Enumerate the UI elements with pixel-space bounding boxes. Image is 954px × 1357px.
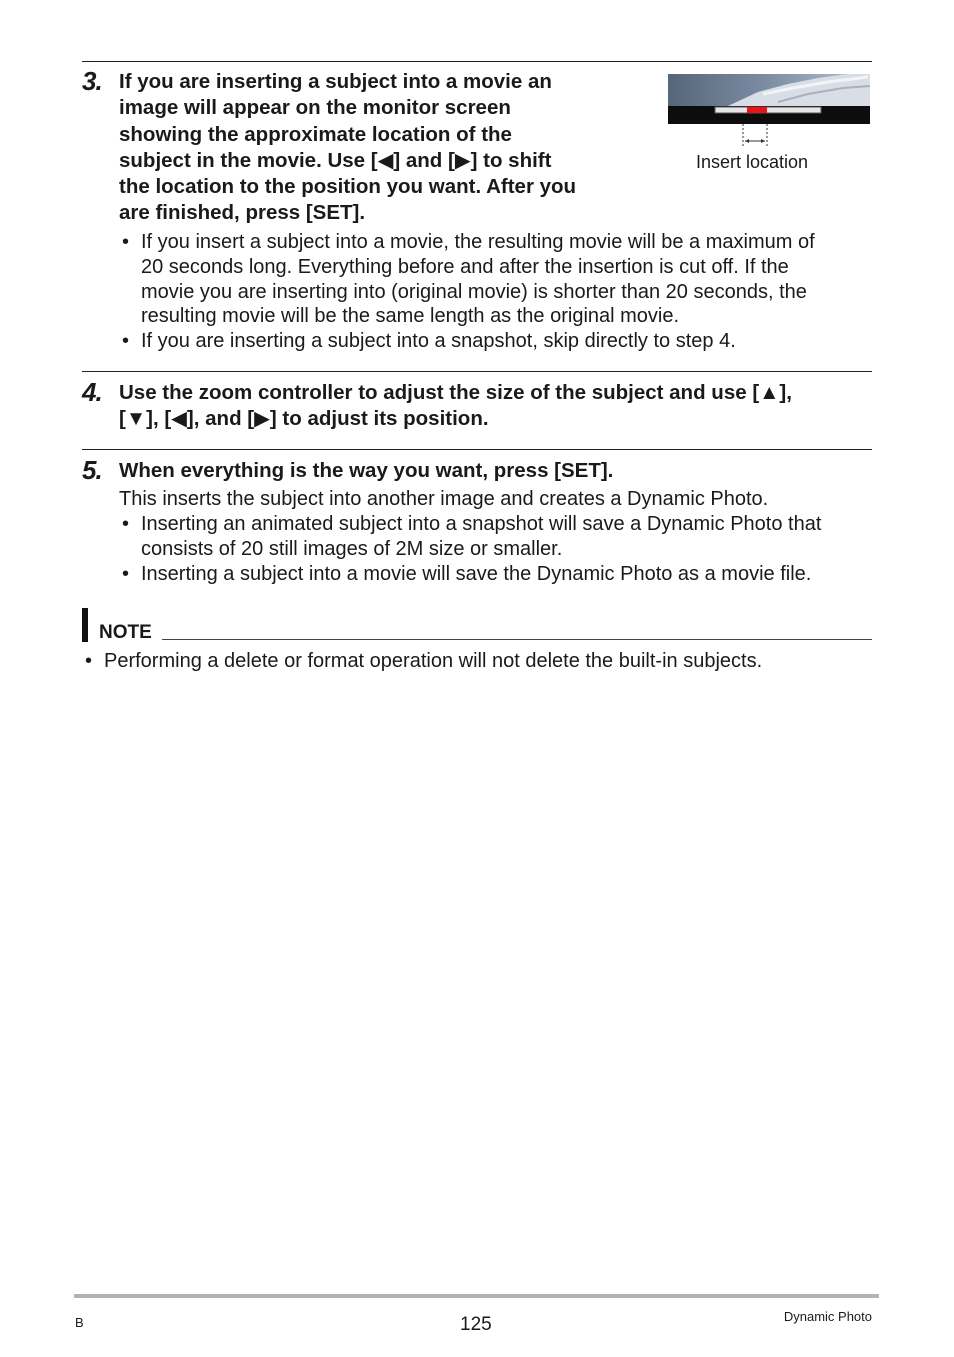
step-3-title: If you are inserting a subject into a movie an image will appear on the monitor screen showing the approximate location of the subject in the movie. Use [◀] and [▶] to shift the location to the position you want. After you are finished, press [SET].: [119, 70, 577, 225]
insert-location-span-arrow: [738, 124, 772, 148]
step-5-top-rule: [82, 449, 872, 450]
timeline-bar: [715, 107, 821, 113]
insert-location-illustration: [668, 74, 870, 124]
step-3-top-rule: [82, 61, 872, 62]
step-5-title: When everything is the way you want, press [SET].: [119, 459, 614, 482]
list-item: • Inserting a subject into a movie will save the Dynamic Photo as a movie file.: [119, 562, 869, 587]
page-number: 125: [460, 1314, 492, 1335]
list-item: • Performing a delete or format operation will not delete the built-in subjects.: [82, 649, 872, 674]
step-4-top-rule: [82, 371, 872, 372]
step-5-body: This inserts the subject into another image and creates a Dynamic Photo.: [119, 488, 769, 510]
list-item: • Inserting an animated subject into a snapshot will save a Dynamic Photo that consists of 20 still images of 2M size or smaller.: [119, 512, 869, 562]
note-label: NOTE: [99, 622, 152, 643]
step-3-bullets: [119, 230, 864, 354]
note-bullets: [82, 649, 872, 674]
insert-location-screen-image: [668, 74, 870, 124]
footer-rule: [74, 1294, 879, 1298]
insert-location-caption: Insert location: [696, 152, 809, 172]
step-4-title: Use the zoom controller to adjust the size of the subject and use [▲], [▼], [◀], and [▶] to adjust its position.: [119, 381, 792, 431]
note-rule: [162, 639, 872, 640]
footer-section-title: Dynamic Photo: [783, 1309, 872, 1324]
step-3-number: 3.: [82, 66, 102, 96]
step-4-number: 4.: [82, 377, 102, 407]
list-item: • If you are inserting a subject into a snapshot, skip directly to step 4.: [119, 329, 864, 354]
step-5-number: 5.: [82, 455, 102, 485]
step-5-bullets: [119, 512, 869, 586]
list-item: • If you insert a subject into a movie, the resulting movie will be a maximum of 20 seconds long. Everything before and after the insertion is cut off. If the movie you are inserting into (original movie) is shorter than 20 seconds, the resulting movie will be the same length as the original movie.: [119, 230, 864, 329]
insert-location-marker: [747, 107, 767, 113]
footer-language-code: B: [75, 1315, 84, 1330]
note-marker-bar: [82, 608, 88, 642]
